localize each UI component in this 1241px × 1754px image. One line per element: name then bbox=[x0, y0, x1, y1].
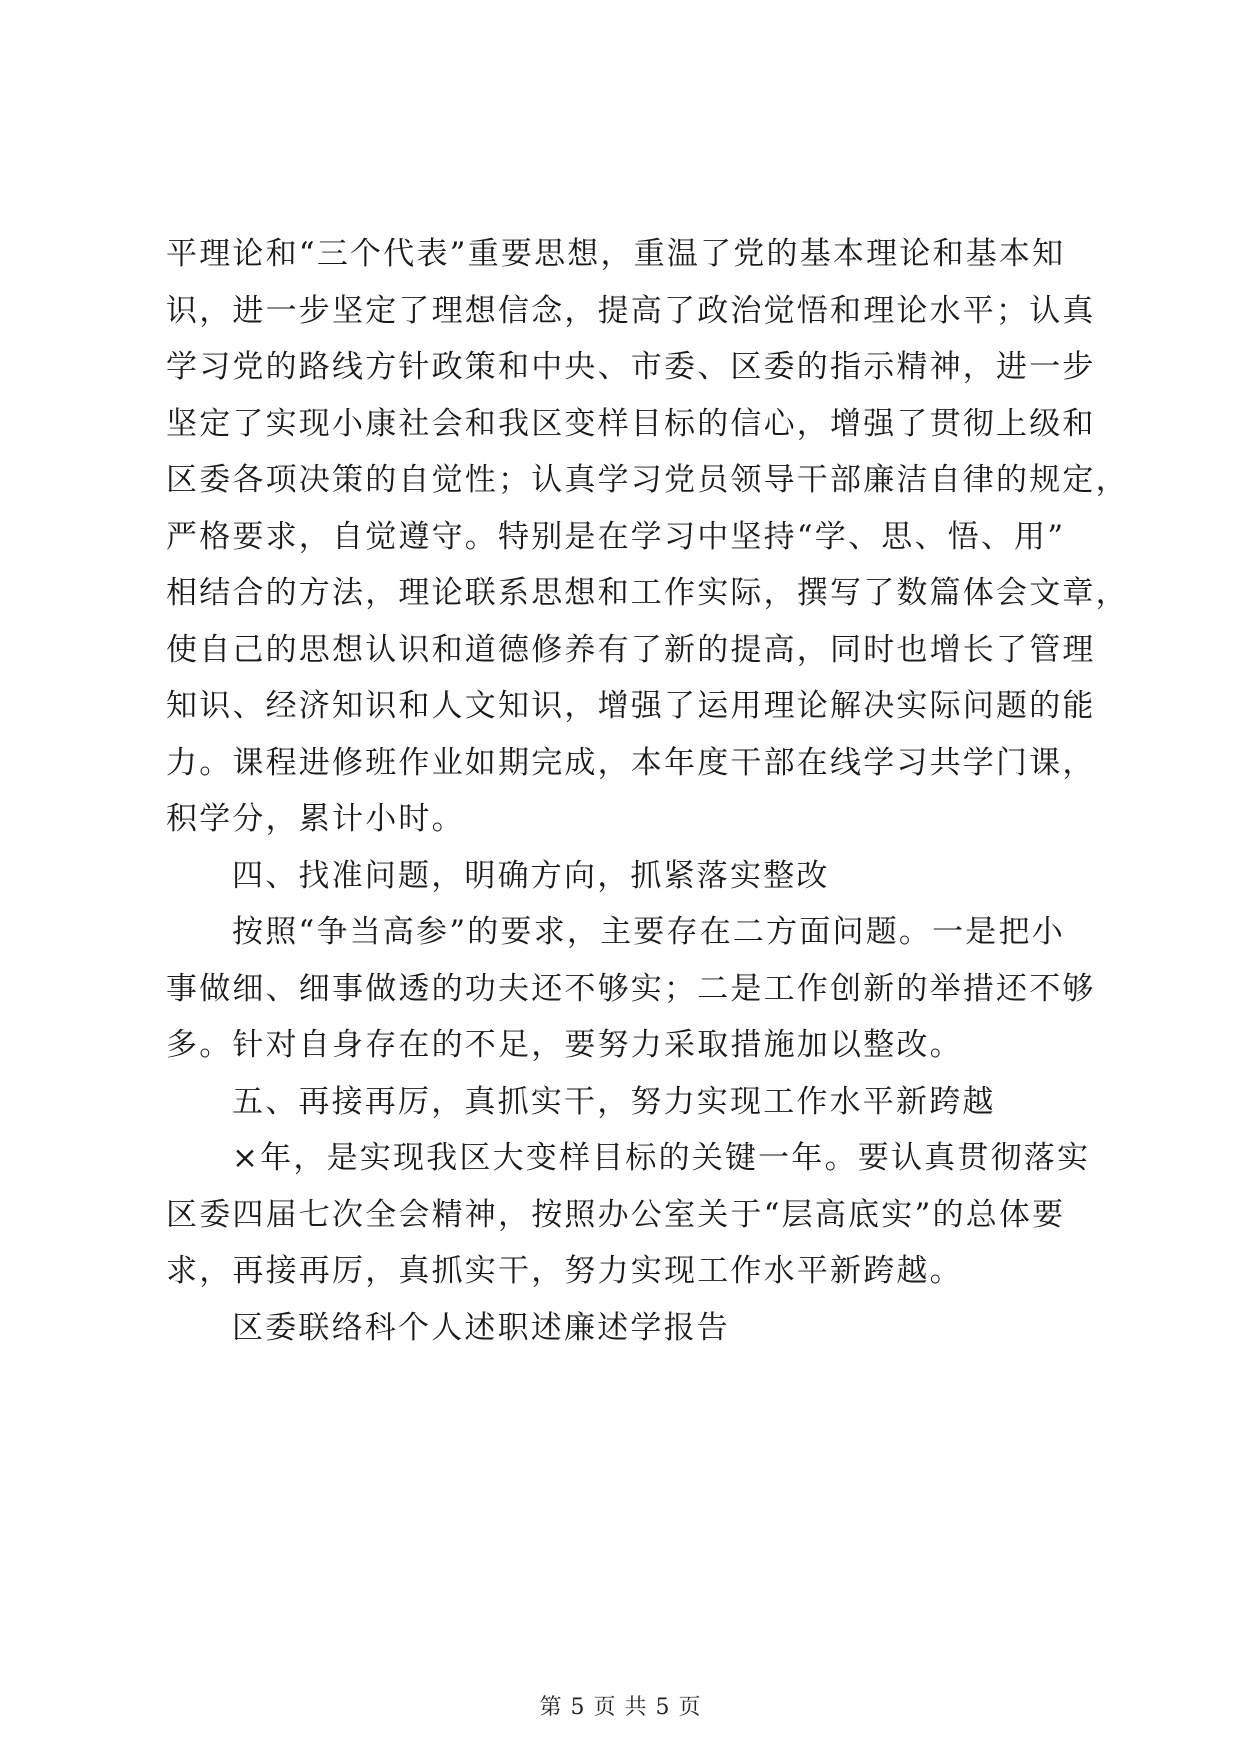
body-line: 平理论和“三个代表”重要思想，重温了党的基本理论和基本知 bbox=[166, 236, 1066, 272]
body-line: 坚定了实现小康社会和我区变样目标的信心，增强了贯彻上级和 bbox=[166, 405, 1096, 442]
body-line: 积学分，累计小时。 bbox=[166, 801, 465, 837]
body-line: 按照“争当高参”的要求，主要存在二方面问题。一是把小 bbox=[232, 914, 1065, 950]
body-line: 识，进一步坚定了理想信念，提高了政治觉悟和理论水平；认真 bbox=[166, 292, 1096, 329]
body-line: 多。针对自身存在的不足，要努力采取措施加以整改。 bbox=[166, 1027, 963, 1063]
body-line: 力。课程进修班作业如期完成，本年度干部在线学习共学门课， bbox=[166, 744, 1096, 781]
body-line: 使自己的思想认识和道德修养有了新的提高，同时也增长了管理 bbox=[166, 631, 1096, 668]
body-line: 知识、经济知识和人文知识，增强了运用理论解决实际问题的能 bbox=[166, 688, 1096, 724]
document-body bbox=[166, 226, 1129, 1356]
body-line: 区委四届七次全会精神，按照办公室关于“层高底实”的总体要 bbox=[166, 1196, 1066, 1233]
body-line: 事做细、细事做透的功夫还不够实；二是工作创新的举措还不够 bbox=[166, 970, 1096, 1007]
body-line: 学习党的路线方针政策和中央、市委、区委的指示精神，进一步 bbox=[166, 349, 1096, 385]
body-line: 严格要求，自觉遵守。特别是在学习中坚持“学、思、悟、用” bbox=[166, 518, 1066, 555]
page-footer: 第 5 页 共 5 页 bbox=[539, 1695, 702, 1720]
document-closing-title: 区委联络科个人述职述廉述学报告 bbox=[232, 1309, 730, 1346]
section-heading-5: 五、再接再厉，真抓实干，努力实现工作水平新跨越 bbox=[232, 1083, 996, 1120]
body-line: ×年，是实现我区大变样目标的关键一年。要认真贯彻落实 bbox=[232, 1140, 1091, 1176]
body-line: 求，再接再厉，真抓实干，努力实现工作水平新跨越。 bbox=[166, 1253, 963, 1289]
section-heading-4: 四、找准问题，明确方向，抓紧落实整改 bbox=[232, 857, 830, 894]
body-line: 区委各项决策的自觉性；认真学习党员领导干部廉洁自律的规定， bbox=[166, 462, 1129, 498]
body-line: 相结合的方法，理论联系思想和工作实际，撰写了数篇体会文章， bbox=[166, 575, 1129, 611]
